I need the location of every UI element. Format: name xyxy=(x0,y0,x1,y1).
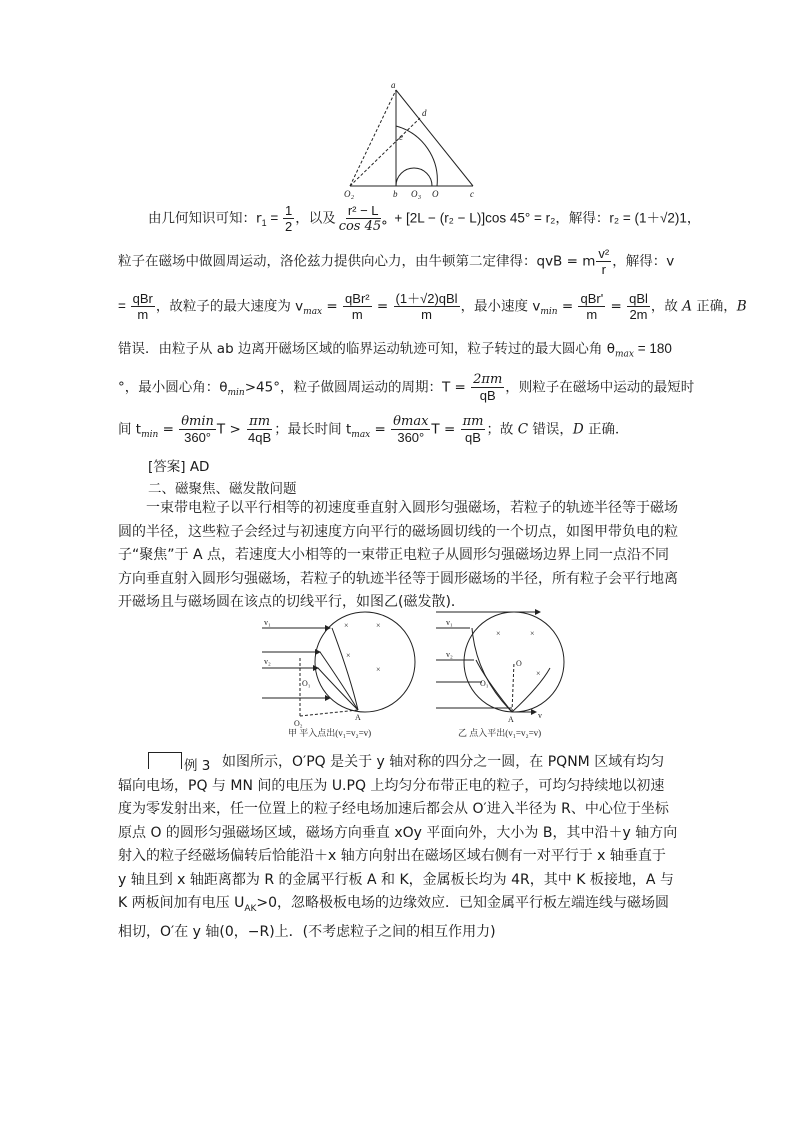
fraction-pim-qb: $\frac{\pi m}{qB}$ xyxy=(462,414,484,445)
geometry-figure xyxy=(340,78,490,204)
x-mark-yi-1: × xyxy=(496,629,501,638)
figure-jia xyxy=(262,612,415,716)
magnetic-focus-figure xyxy=(250,606,580,738)
figure-yi xyxy=(436,612,564,712)
trajectory-yi-1 xyxy=(472,628,512,712)
x-mark-3: × xyxy=(346,651,351,660)
label-v-yi: v xyxy=(538,711,542,720)
label-a-jia: A xyxy=(355,713,361,722)
fraction-qbl-2m: $\frac{\text{qBl}}{2m}$ xyxy=(629,291,648,322)
caption-jia: 甲 平入点出(v₁=v₂=v) xyxy=(288,728,372,738)
dashed-radius-yi xyxy=(512,662,514,712)
label-o1-yi: O₁ xyxy=(480,679,489,688)
section-title: 二、磁聚焦、磁发散问题 xyxy=(148,481,297,497)
math-line-1: 由几何知识可知：$r_1$ = $\frac{1}{2}$ ，以及 $\frac{\text{r² − L}}{\cos 45^\circ}$ + [2L − (r₂ − L)]cos 45° = r₂，解得：r₂ = (1＋√2)1， xyxy=(148,203,701,234)
x-mark-4: × xyxy=(376,665,381,674)
label-o3: O xyxy=(411,189,418,199)
line-ac xyxy=(396,90,473,186)
x-mark-2: × xyxy=(376,621,381,630)
label-v2-jia: v₂ xyxy=(264,657,271,666)
label-o3-sub: 3 xyxy=(418,195,421,201)
label-d: d xyxy=(422,108,427,118)
fraction-thetamax: $\frac{\theta\max}{360^\circ}$ xyxy=(393,414,429,445)
example-body xyxy=(118,751,678,945)
math-line-4: 错误．由粒子从 ab 边离开磁场区域的临界运动轨迹可知，粒子转过的最大圆心角 $\theta_{max} = 180$ xyxy=(118,341,672,360)
example-paragraph: 如图所示，O′PQ 是关于 y 轴对称的四分之一圆，在 PQNM 区域有均匀辐向电场，PQ 与 MN 间的电压为 U.PQ 上均匀分布带正电的粒子，可均匀持续地以初速度为零发射出来，任一位置上的粒子经电场加速后都会从 O′进入半径为 R、中心位于坐标原点 O 的圆形匀强磁场区域，磁场方向垂直 xOy 平面向外，大小为 B，其中沿＋y 轴方向射入的粒子经磁场偏转后恰能沿＋x 轴方向射出在磁场区域右侧有一对平行于 x 轴垂直于 y 轴且到 x 轴距离都为 R 的金属平行板 A 和 K，金属板长均为 4R，其中 K 板接地，A 与 K 两板间加有电压 $U_{AK}>0$，忽略极板电场的边缘效应．已知金属平行板左端连线与磁场圆相切，O′在 y 轴(0，−R)上．(不考虑粒子之间的相互作用力) xyxy=(118,754,678,941)
x-mark-yi-2: × xyxy=(530,629,535,638)
trajectory-yi-3 xyxy=(512,668,550,712)
label-o: O xyxy=(432,189,439,199)
math-line-2: 粒子在磁场中做圆周运动，洛伦兹力提供向心力，由牛顿第二定律得：qvB = m $\frac{\text{v²}}{r}$ ，解得：v xyxy=(118,246,675,277)
dashed-line-o2d xyxy=(350,118,420,186)
x-mark-1: × xyxy=(344,621,349,630)
fraction-period: $\frac{2\pi m}{qB}$ xyxy=(473,372,503,403)
caption-yi: 乙 点入平出(v₁=v₂=v) xyxy=(458,728,542,738)
label-o1-jia: O₁ xyxy=(302,679,311,688)
fraction-half: $\frac{1}{2}$ xyxy=(284,203,293,234)
example-label: 例 3 xyxy=(184,758,211,774)
dashed-radius-jia-2 xyxy=(300,710,358,716)
arc-inner xyxy=(396,168,432,186)
fraction-qbr1-m: $\frac{\text{qBr'}}{m}$ xyxy=(580,291,604,322)
label-c: c xyxy=(470,189,474,199)
label-o2: O xyxy=(344,189,351,199)
label-o2-jia: O₂ xyxy=(294,719,303,728)
label-o-yi: O xyxy=(516,659,522,668)
x-mark-yi-3: × xyxy=(536,669,541,678)
math-line-6: 间 $t_{min}$ = $\frac{\theta\min}{360^\circ}$ T > $\frac{\pi m}{4qB}$ ；最长时间 $t_{max}$ = $\frac{\theta\max}{360^\circ}$ T = $\frac{\pi m}{qB}$ ；故 C 错误，D 正确． xyxy=(118,414,629,445)
trajectory-2 xyxy=(320,652,358,710)
math-line-5: °，最小圆心角：$\theta_{min}>45^\circ$，粒子做圆周运动的周期：T = $\frac{2\pi m}{qB}$ ，则粒子在磁场中运动的最短时 xyxy=(118,372,695,403)
trajectory-1 xyxy=(332,628,358,710)
fraction-pim-4qb: $\frac{\pi m}{4qB}$ xyxy=(248,414,272,445)
section-paragraph: 一束带电粒子以平行相等的初速度垂直射入圆形匀强磁场，若粒子的轨迹半径等于磁场圆的半径，这些粒子会经过与初速度方向平行的磁场圆切线的一个切点，如图甲带负电的粒子“聚焦”于 A 点，若速度大小相等的一束带正电粒子从圆形匀强磁场边界上同一点沿不同方向垂直射入圆形匀强磁场，若粒子的轨迹半径等于圆形磁场的半径，所有粒子会平行地离开磁场且与磁场圆在该点的切线平行，如图乙(磁发散)． xyxy=(118,500,678,610)
label-a-yi: A xyxy=(508,715,514,724)
fraction-r2-l: $\frac{\text{r² − L}}{\cos 45^\circ}$ xyxy=(338,203,388,234)
fraction-thetamin: $\frac{\theta\min}{360^\circ}$ xyxy=(181,414,214,445)
fraction-vmax: $\frac{\text{(1＋√2)qBl}}{m}$ xyxy=(395,291,458,322)
label-v1-jia: v₁ xyxy=(264,618,271,627)
label-o2-sub: 2 xyxy=(351,195,354,201)
magnetic-circle-jia xyxy=(315,612,415,712)
answer-line: [答案] AD xyxy=(148,459,210,475)
label-b: b xyxy=(393,189,398,199)
label-a: a xyxy=(391,80,396,90)
label-v2-yi: v₂ xyxy=(446,650,453,659)
label-e: e xyxy=(399,132,403,142)
section-body xyxy=(118,497,678,615)
fraction-qbr2-m: $\frac{\text{qBr²}}{m}$ xyxy=(345,291,370,322)
fraction-v2-r: $\frac{\text{v²}}{r}$ xyxy=(598,246,610,277)
math-line-3: = $\frac{\text{qBr}}{m}$ ，故粒子的最大速度为 $v_{max}$ = $\frac{\text{qBr²}}{m}$ = $\frac{\text{(1＋√2)qBl}}{m}$ ，最小速度 $v_{min}$ = $\frac{\text{qBr'}}{m}$ = $\frac{\text{qBl}}{2m}$ ，故 A 正确，B xyxy=(118,291,747,322)
fraction-qbr-m: $\frac{\text{qBr}}{m}$ xyxy=(132,291,153,322)
label-v1-yi: v₁ xyxy=(446,618,453,627)
dashed-line-o2a xyxy=(350,90,396,186)
